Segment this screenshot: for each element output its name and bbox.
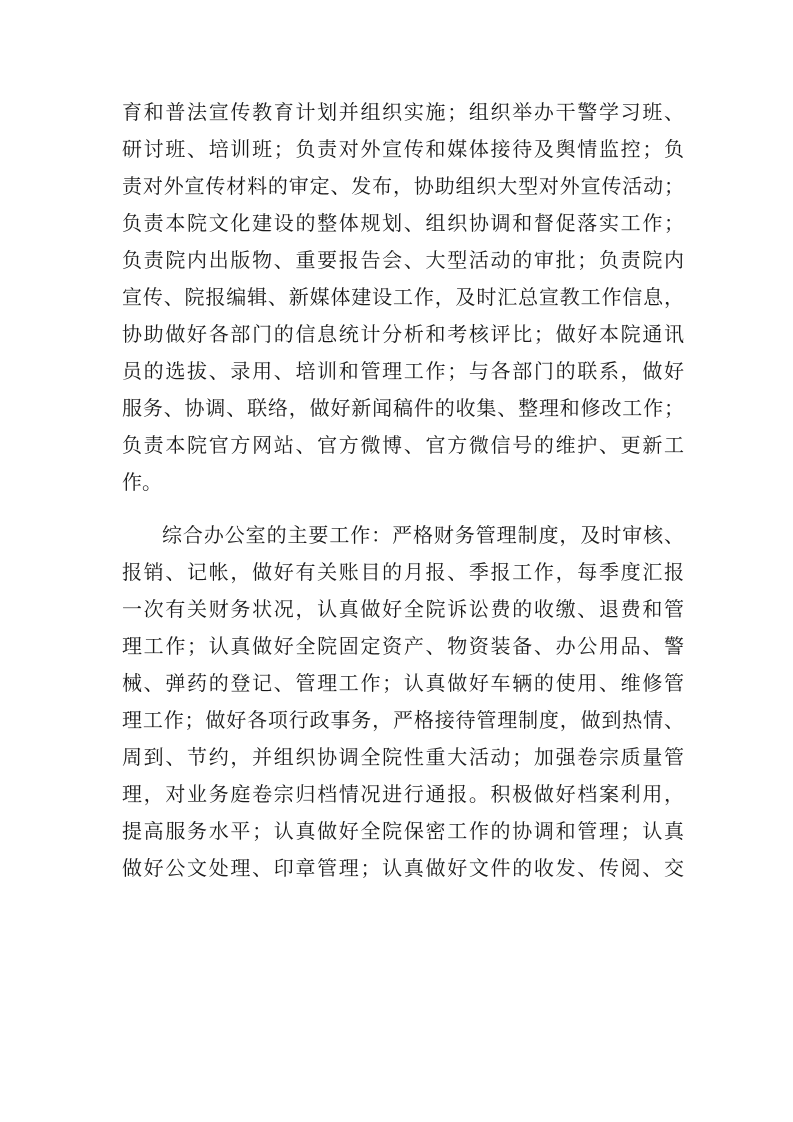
text-line: 研讨班、培训班；负责对外宣传和媒体接待及舆情监控；负 — [122, 137, 684, 161]
text-line: 负责本院文化建设的整体规划、组织协调和督促落实工作； — [122, 211, 684, 235]
text-line: 宣传、院报编辑、新媒体建设工作，及时汇总宣教工作信息， — [122, 285, 684, 309]
paragraph-1 — [122, 94, 684, 501]
text-line: 周到、节约，并组织协调全院性重大活动；加强卷宗质量管 — [122, 745, 684, 769]
document-body — [122, 94, 684, 887]
text-line: 提高服务水平；认真做好全院保密工作的协调和管理；认真 — [122, 819, 684, 843]
text-line: 作。 — [122, 470, 162, 494]
text-line: 责对外宣传材料的审定、发布，协助组织大型对外宣传活动； — [122, 174, 684, 198]
text-line: 理，对业务庭卷宗归档情况进行通报。积极做好档案利用， — [122, 782, 684, 806]
paragraph-gap — [122, 501, 684, 517]
text-line: 理工作；认真做好全院固定资产、物资装备、办公用品、警 — [122, 634, 684, 658]
text-line: 服务、协调、联络，做好新闻稿件的收集、整理和修改工作； — [122, 396, 684, 420]
text-line: 报销、记帐，做好有关账目的月报、季报工作，每季度汇报 — [122, 560, 684, 584]
text-line: 械、弹药的登记、管理工作；认真做好车辆的使用、维修管 — [122, 671, 684, 695]
text-line: 理工作；做好各项行政事务，严格接待管理制度，做到热情、 — [122, 708, 684, 732]
text-line-indented: 综合办公室的主要工作：严格财务管理制度，及时审核、 — [162, 523, 684, 547]
text-line: 协助做好各部门的信息统计分析和考核评比；做好本院通讯 — [122, 322, 684, 346]
text-line: 做好公文处理、印章管理；认真做好文件的收发、传阅、交 — [122, 856, 684, 880]
text-line: 一次有关财务状况，认真做好全院诉讼费的收缴、退费和管 — [122, 597, 684, 621]
text-line: 负责本院官方网站、官方微博、官方微信号的维护、更新工 — [122, 433, 684, 457]
text-line: 育和普法宣传教育计划并组织实施；组织举办干警学习班、 — [122, 100, 684, 124]
text-line: 员的选拔、录用、培训和管理工作；与各部门的联系，做好 — [122, 359, 684, 383]
paragraph-2 — [122, 517, 684, 887]
text-line: 负责院内出版物、重要报告会、大型活动的审批；负责院内 — [122, 248, 684, 272]
